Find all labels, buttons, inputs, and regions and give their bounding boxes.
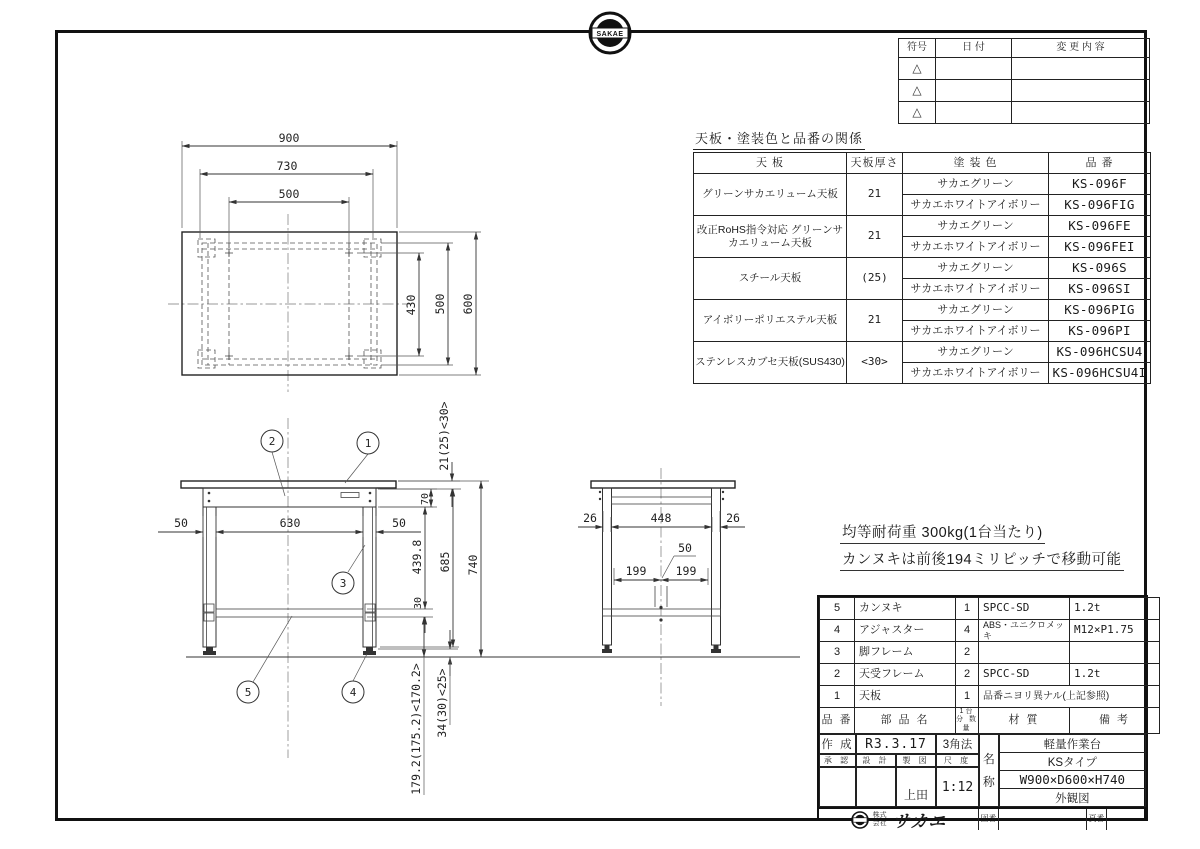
part-remarks: 1.2t (1070, 598, 1160, 620)
svg-text:4: 4 (349, 686, 357, 699)
created-label: 作 成 (819, 734, 856, 754)
col-part-name: 部 品 名 (855, 708, 956, 734)
title-block-container (817, 595, 1148, 832)
table-row (694, 342, 1151, 363)
part-material: ABS・ユニクロメッキ (979, 620, 1070, 642)
adjuster-feet-side (602, 645, 721, 653)
rev-col-date: 日 付 (936, 39, 1012, 58)
col-part-no: 品 番 (1049, 153, 1151, 174)
dim-front-685: 685 (438, 551, 452, 573)
table-row (694, 216, 1151, 237)
parts-list-table (819, 597, 1160, 734)
approved-label: 承 認 (819, 754, 856, 767)
table-row (694, 300, 1151, 321)
adjuster-feet-front (203, 647, 376, 655)
dim-top-900: 900 (278, 131, 300, 145)
tenban-thickness: 21 (847, 174, 903, 216)
kannuki-side (603, 609, 721, 616)
part-index: 1 (820, 686, 855, 708)
leg-right (363, 507, 376, 647)
design-value (856, 767, 896, 807)
part-index: 2 (820, 664, 855, 686)
sakae-logo-mark (590, 13, 630, 53)
part-no: KS-096HCSU4I (1049, 363, 1151, 384)
revision-symbol: △ (899, 80, 936, 102)
draft-label: 製 図 (896, 754, 936, 767)
product-type: KSタイプ (1000, 753, 1145, 771)
name-section-label: 名称 (979, 734, 999, 807)
dim-side-26l: 26 (583, 511, 597, 525)
dim-top-600: 600 (461, 293, 475, 315)
col-color: 塗 装 色 (903, 153, 1049, 174)
paint-color: サカエグリーン (903, 258, 1049, 279)
name-section (999, 734, 1146, 807)
part-no: KS-096PIG (1049, 300, 1151, 321)
tabletop-front (181, 481, 396, 488)
bolt-marks (225, 249, 353, 360)
product-name: 軽量作業台 (1000, 735, 1145, 753)
part-no: KS-096SI (1049, 279, 1151, 300)
top-view (182, 131, 481, 375)
company-prefix: 株式会社 (872, 812, 887, 827)
dim-side-448: 448 (650, 511, 672, 525)
sakae-logo-small (851, 811, 869, 829)
parts-row (820, 664, 1160, 686)
parts-row (820, 642, 1160, 664)
col-part-index: 品 番 (820, 708, 855, 734)
dim-side-26r: 26 (726, 511, 740, 525)
part-index: 5 (820, 598, 855, 620)
dim-top-500v: 500 (433, 293, 447, 315)
col-thickness: 天板厚さ (847, 153, 903, 174)
leg-right-side (712, 488, 721, 645)
parts-row (820, 686, 1160, 708)
revision-row (899, 102, 1150, 124)
tenban-thickness: (25) (847, 258, 903, 300)
table-row (694, 258, 1151, 279)
product-number-table (693, 152, 1151, 384)
revision-symbol: △ (899, 58, 936, 80)
balloon-3 (332, 572, 354, 594)
leg-left (203, 507, 216, 647)
dim-side-199r: 199 (675, 564, 697, 578)
tenban-name: ステンレスカブセ天板(SUS430) (694, 342, 847, 384)
part-qty: 2 (956, 642, 979, 664)
note-load: 均等耐荷重 300kg(1台当たり) (840, 521, 1045, 544)
company-logo-cell (819, 809, 979, 830)
title-block (819, 734, 1146, 807)
part-material: 品番ニヨリ異ナル(上記参照) (979, 686, 1160, 708)
paint-color: サカエグリーン (903, 342, 1049, 363)
draft-value: 上田 (896, 767, 936, 807)
dim-front-630: 630 (279, 516, 301, 530)
rev-col-symbol: 符号 (899, 39, 936, 58)
balloon-1 (357, 432, 379, 454)
created-date: R3.3.17 (856, 734, 936, 754)
note-kannuki: カンヌキは前後194ミリピッチで移動可能 (840, 548, 1124, 571)
part-index: 4 (820, 620, 855, 642)
paint-color: サカエグリーン (903, 174, 1049, 195)
front-view (158, 401, 800, 795)
part-material (979, 642, 1070, 664)
revision-table (898, 38, 1150, 124)
tenban-thickness: 21 (847, 216, 903, 258)
part-material: SPCC-SD (979, 598, 1070, 620)
rev-col-change: 変 更 内 容 (1012, 39, 1150, 58)
part-index: 3 (820, 642, 855, 664)
part-qty: 2 (956, 664, 979, 686)
part-name: 脚フレーム (855, 642, 956, 664)
company-row (819, 807, 1146, 830)
part-material: SPCC-SD (979, 664, 1070, 686)
paint-color: サカエグリーン (903, 216, 1049, 237)
revision-row (899, 58, 1150, 80)
dim-front-foot: 34(30)<25> (435, 668, 449, 738)
part-no: KS-096HCSU4 (1049, 342, 1151, 363)
leg-left-side (603, 488, 612, 645)
parts-header-row (820, 708, 1160, 734)
paint-color: サカエホワイトアイボリー (903, 363, 1049, 384)
revision-row (899, 80, 1150, 102)
paint-color: サカエグリーン (903, 300, 1049, 321)
kannuki-bar (216, 609, 363, 617)
part-no: KS-096S (1049, 258, 1151, 279)
scale-label: 尺 度 (936, 754, 979, 767)
part-no: KS-096FE (1049, 216, 1151, 237)
svg-text:3: 3 (339, 577, 347, 590)
col-part-material: 材 質 (979, 708, 1070, 734)
part-name: 天受フレーム (855, 664, 956, 686)
kannuki-slot (341, 493, 359, 498)
part-name: アジャスター (855, 620, 956, 642)
balloon-5 (237, 681, 259, 703)
revision-symbol: △ (899, 102, 936, 124)
projection-method: 3角法 (936, 734, 979, 754)
load-capacity-notes (840, 521, 1124, 575)
company-name: サカエ (891, 812, 948, 832)
drawing-no-label: 図番 (979, 809, 999, 830)
tenban-name: アイボリーポリエステル天板 (694, 300, 847, 342)
dim-top-430: 430 (404, 294, 418, 316)
table-row (694, 174, 1151, 195)
part-no: KS-096F (1049, 174, 1151, 195)
part-no: KS-096FIG (1049, 195, 1151, 216)
svg-text:2: 2 (268, 435, 276, 448)
dim-top-730: 730 (276, 159, 298, 173)
part-name: 天板 (855, 686, 956, 708)
paint-color: サカエホワイトアイボリー (903, 195, 1049, 216)
tenban-thickness: <30> (847, 342, 903, 384)
dim-front-foot-zone: 179.2(175.2)<170.2> (409, 663, 423, 795)
dim-side-199l: 199 (625, 564, 647, 578)
apron-side (612, 497, 712, 504)
product-size: W900×D600×H740 (1000, 771, 1145, 789)
page-no-value (1107, 809, 1146, 830)
dim-front-740: 740 (466, 554, 480, 576)
svg-text:1: 1 (364, 437, 372, 450)
dim-front-70: 70 (420, 492, 431, 506)
part-qty: 4 (956, 620, 979, 642)
dim-front-top-thickness: 21(25)<30> (437, 401, 451, 471)
part-remarks (1070, 642, 1160, 664)
part-name: カンヌキ (855, 598, 956, 620)
col-part-remarks: 備 考 (1070, 708, 1160, 734)
part-remarks: 1.2t (1070, 664, 1160, 686)
dim-side-50: 50 (678, 541, 692, 555)
balloon-4 (342, 681, 364, 703)
part-qty: 1 (956, 598, 979, 620)
side-view (578, 481, 745, 653)
parts-row (820, 598, 1160, 620)
balloon-2 (261, 430, 283, 452)
tabletop-side (591, 481, 735, 488)
svg-text:5: 5 (244, 686, 252, 699)
dim-front-30: 30 (413, 596, 424, 610)
page-no-label: 頁番 (1087, 809, 1107, 830)
logo-text: SAKAE (596, 31, 624, 38)
approved-value (819, 767, 856, 807)
part-qty: 1 (956, 686, 979, 708)
scale-value: 1:12 (936, 767, 979, 807)
drawing-no-value (999, 809, 1087, 830)
part-remarks: M12×P1.75 (1070, 620, 1160, 642)
col-tenban: 天 板 (694, 153, 847, 174)
dim-top-500: 500 (278, 187, 300, 201)
dim-front-50r: 50 (392, 516, 406, 530)
dim-front-439-8: 439.8 (410, 539, 424, 575)
tenban-name: グリーンサカエリューム天板 (694, 174, 847, 216)
part-no: KS-096PI (1049, 321, 1151, 342)
product-table-title: 天板・塗装色と品番の関係 (693, 128, 865, 150)
tenban-thickness: 21 (847, 300, 903, 342)
parts-row (820, 620, 1160, 642)
part-no: KS-096FEI (1049, 237, 1151, 258)
col-part-qty: 1台分 数量 (956, 708, 978, 732)
drawing-type: 外観図 (1055, 792, 1090, 805)
paint-color: サカエホワイトアイボリー (903, 321, 1049, 342)
balloon-callouts (237, 430, 379, 703)
paint-color: サカエホワイトアイボリー (903, 237, 1049, 258)
tenban-name: 改正RoHS指令対応 グリーンサカエリューム天板 (694, 216, 847, 258)
dim-front-50l: 50 (174, 516, 188, 530)
design-label: 設 計 (856, 754, 896, 767)
tenban-name: スチール天板 (694, 258, 847, 300)
paint-color: サカエホワイトアイボリー (903, 279, 1049, 300)
